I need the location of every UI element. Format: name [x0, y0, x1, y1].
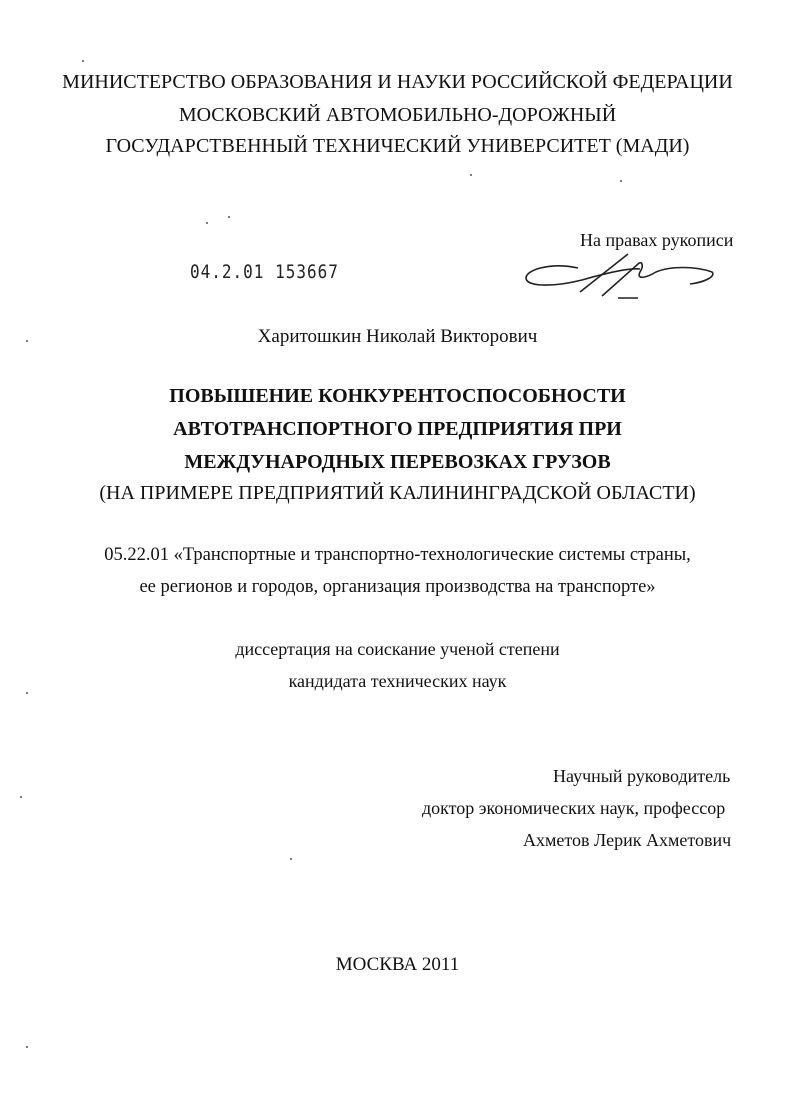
scan-speck	[470, 174, 472, 176]
scan-speck	[26, 692, 28, 694]
registry-stamp: 04.2.01 153667	[190, 260, 339, 283]
supervisor-name: Ахметов Лерик Ахметович	[523, 830, 732, 850]
title-line1: ПОВЫШЕНИЕ КОНКУРЕНТОСПОСОБНОСТИ	[169, 385, 626, 407]
manuscript-rights-note: На правах рукописи	[580, 230, 734, 250]
degree-line2: кандидата технических наук	[288, 671, 507, 691]
specialty-line1: 05.22.01 «Транспортные и транспортно-технологические системы страны,	[104, 545, 691, 565]
title-line3: МЕЖДУНАРОДНЫХ ПЕРЕВОЗКАХ ГРУЗОВ	[184, 451, 611, 473]
ministry-name: МИНИСТЕРСТВО ОБРАЗОВАНИЯ И НАУКИ РОССИЙСКОЙ ФЕДЕРАЦИИ	[62, 71, 733, 93]
specialty-line2: ее регионов и городов, организация производства на транспорте»	[139, 577, 656, 597]
university-name-line2: ГОСУДАРСТВЕННЫЙ ТЕХНИЧЕСКИЙ УНИВЕРСИТЕТ (МАДИ)	[105, 135, 690, 157]
university-name-line1: МОСКОВСКИЙ АВТОМОБИЛЬНО-ДОРОЖНЫЙ	[178, 104, 617, 126]
degree-line1: диссертация на соискание ученой степени	[235, 639, 560, 659]
scan-speck	[290, 858, 292, 860]
scan-speck	[26, 340, 28, 342]
city-year: МОСКВА 2011	[335, 954, 460, 975]
scan-speck	[26, 1046, 28, 1048]
title-line2: АВТОТРАНСПОРТНОГО ПРЕДПРИЯТИЯ ПРИ	[173, 418, 622, 440]
scan-speck	[82, 60, 84, 62]
supervisor-degree: доктор экономических наук, профессор	[422, 798, 726, 818]
scan-speck	[620, 180, 622, 182]
author-name: Харитошкин Николай Викторович	[257, 326, 538, 347]
scan-speck	[20, 796, 22, 798]
scan-speck	[206, 222, 208, 224]
handwritten-signature	[520, 252, 720, 302]
scan-speck	[228, 216, 230, 218]
title-subtitle: (НА ПРИМЕРЕ ПРЕДПРИЯТИЙ КАЛИНИНГРАДСКОЙ ОБЛАСТИ)	[99, 482, 696, 504]
supervisor-role: Научный руководитель	[553, 766, 731, 786]
